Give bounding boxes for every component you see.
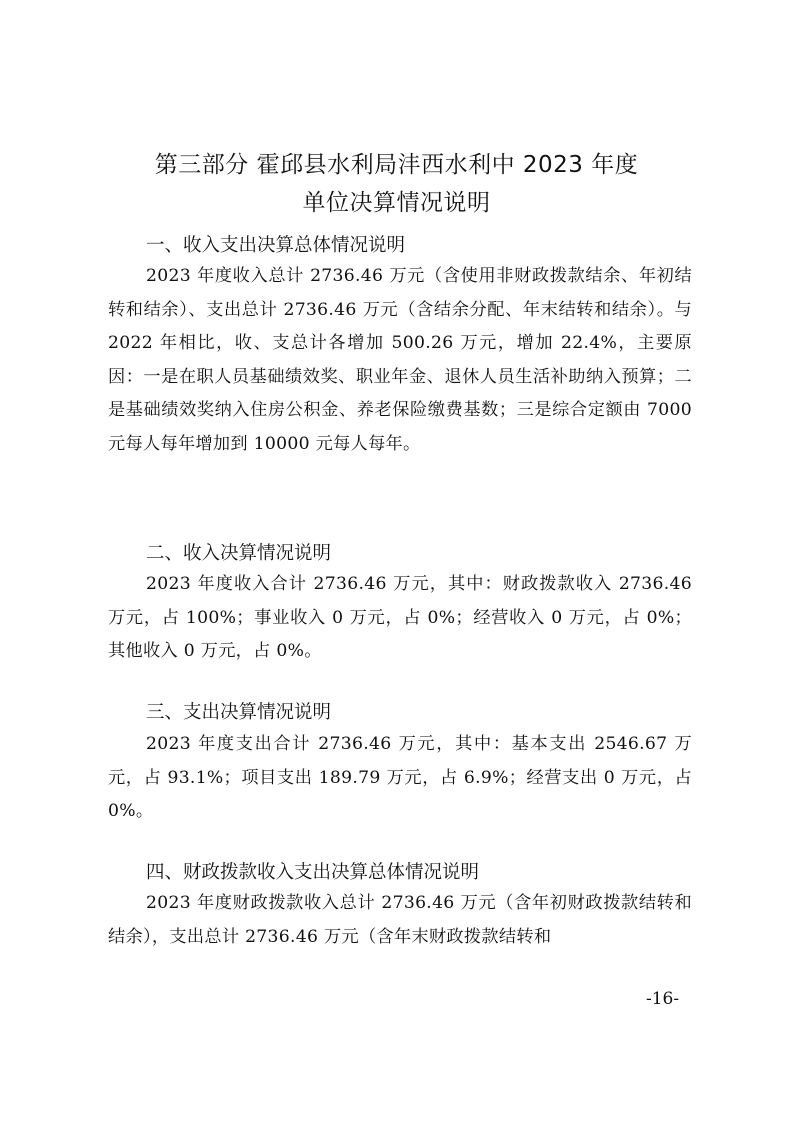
section-heading-4: 四、财政拨款收入支出决算总体情况说明 xyxy=(146,862,480,883)
page-title-line-2: 单位决算情况说明 xyxy=(302,190,491,216)
section-paragraph-2: 2023 年度收入合计 2736.46 万元，其中：财政拨款收入 2736.46 万元，占 100%；事业收入 0 万元，占 0%；经营收入 0 万元，占 0%；其他收入 0 万元，占 0%。 xyxy=(108,574,692,661)
section-heading-3: 三、支出决算情况说明 xyxy=(146,702,332,723)
page-number: -16- xyxy=(646,989,680,1009)
section-heading-1: 一、收入支出决算总体情况说明 xyxy=(146,235,406,256)
section-paragraph-3: 2023 年度支出合计 2736.46 万元，其中：基本支出 2546.67 万元，占 93.1%；项目支出 189.79 万元，占 6.9%；经营支出 0 万元，占 0%。 xyxy=(108,734,692,821)
section-paragraph-1: 2023 年度收入总计 2736.46 万元（含使用非财政拨款结余、年初结转和结余）、支出总计 2736.46 万元（含结余分配、年末结转和结余）。与 2022 年相比，收、支总计各增加 500.26 万元，增加 22.4%，主要原因：一是在职人员基础绩效奖、职业年金、退休人员生活补助纳入预算；二是基础绩效奖纳入住房公积金、养老保险缴费基数；三是综合定额由 7000 元每人每年增加到 10000 元每人每年。 xyxy=(108,266,692,454)
section-heading-2: 二、收入决算情况说明 xyxy=(146,543,332,564)
page-title-line-1: 第三部分 霍邱县水利局沣西水利中 2023 年度 xyxy=(154,152,639,178)
section-paragraph-4: 2023 年度财政拨款收入总计 2736.46 万元（含年初财政拨款结转和结余），支出总计 2736.46 万元（含年末财政拨款结转和 xyxy=(108,893,692,947)
